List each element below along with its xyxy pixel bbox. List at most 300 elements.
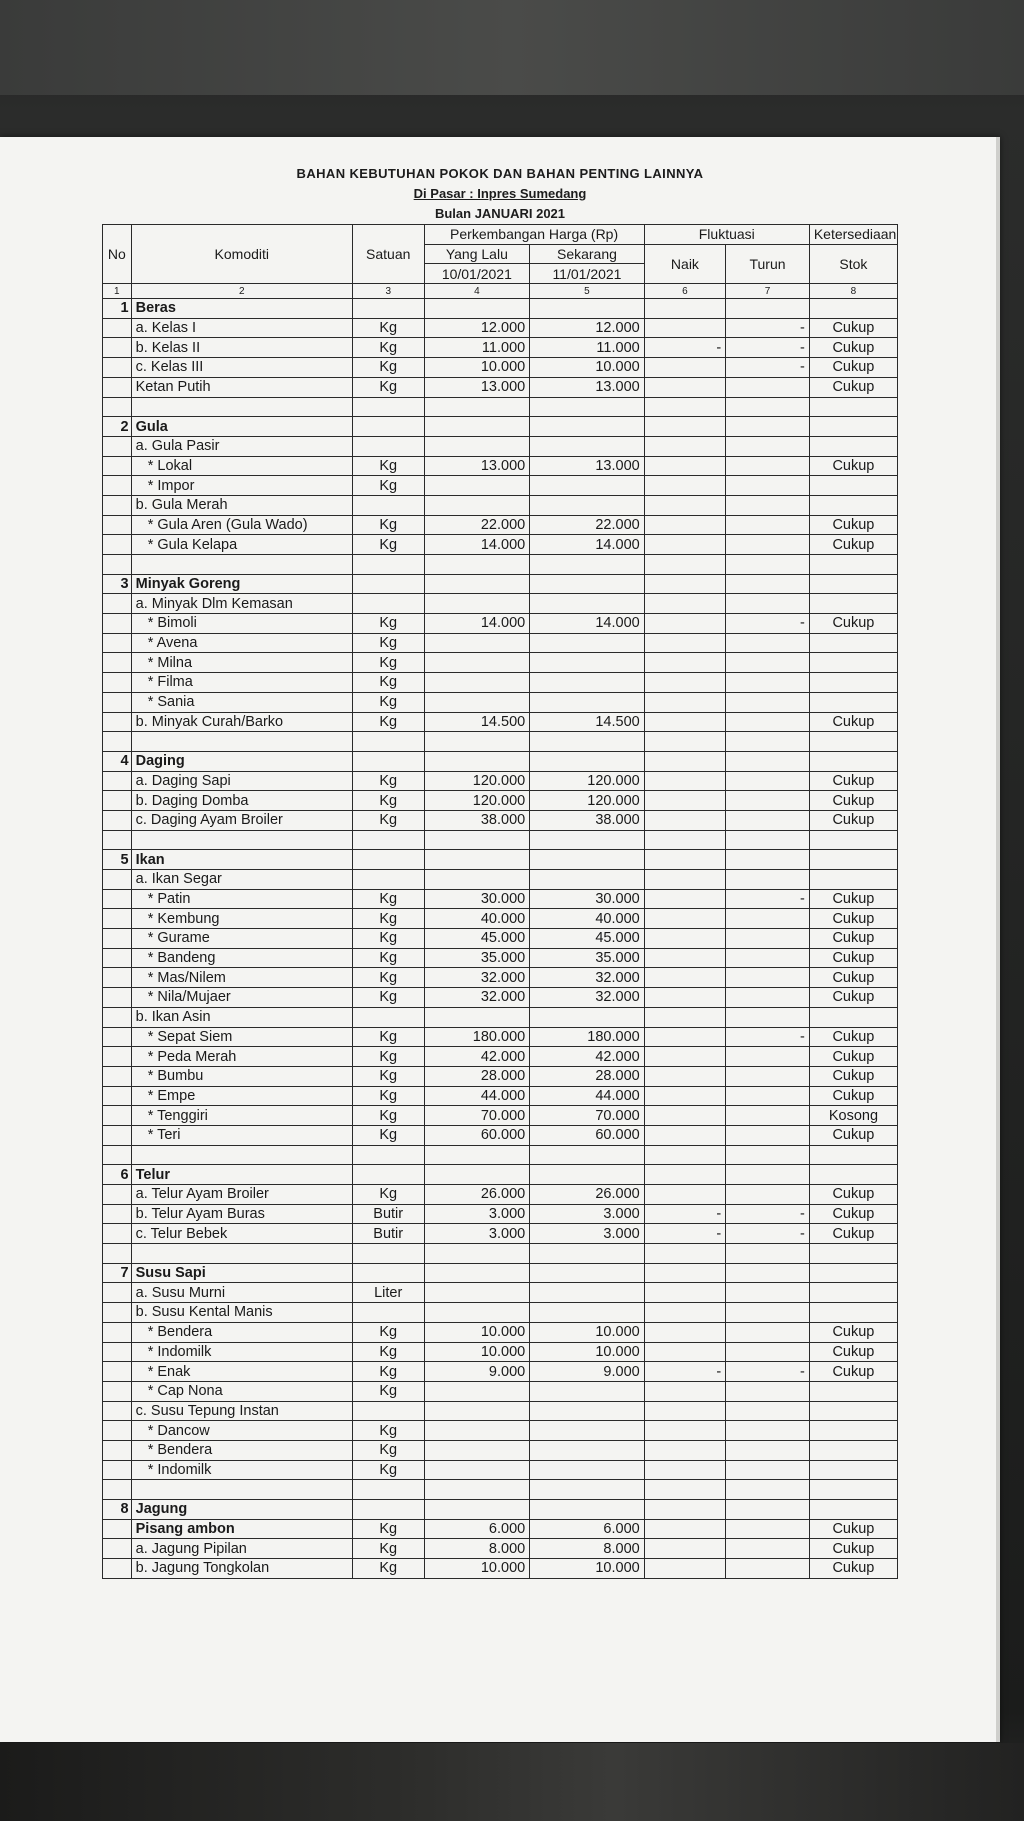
table-row xyxy=(103,1066,898,1086)
cell-komoditi: Beras xyxy=(131,299,352,319)
table-row xyxy=(103,909,898,929)
cell-s xyxy=(352,1244,424,1264)
cell-st xyxy=(809,1007,897,1027)
cell-s: Kg xyxy=(352,377,424,397)
cell-t xyxy=(726,1244,810,1264)
cell-st: Cukup xyxy=(809,948,897,968)
cell-l xyxy=(424,397,530,417)
cell-t xyxy=(726,377,810,397)
cell-t: - xyxy=(726,1224,810,1244)
cell-l: 120.000 xyxy=(424,771,530,791)
cell-c xyxy=(530,397,645,417)
cell-n xyxy=(644,1500,725,1520)
cell-l: 3.000 xyxy=(424,1204,530,1224)
cell-l: 13.000 xyxy=(424,456,530,476)
cell-st xyxy=(809,574,897,594)
cell-komoditi xyxy=(131,1244,352,1264)
cell-l: 120.000 xyxy=(424,791,530,811)
cell-s: Kg xyxy=(352,909,424,929)
cell-komoditi: * Sania xyxy=(131,692,352,712)
cell-l: 10.000 xyxy=(424,358,530,378)
cell-s: Kg xyxy=(352,338,424,358)
cell-c xyxy=(530,692,645,712)
cell-st: Kosong xyxy=(809,1106,897,1126)
cell-l: 28.000 xyxy=(424,1066,530,1086)
cell-s xyxy=(352,870,424,890)
table-body xyxy=(103,225,898,1579)
column-number-row xyxy=(103,284,898,299)
cell-c xyxy=(530,1460,645,1480)
cell-komoditi: c. Susu Tepung Instan xyxy=(131,1401,352,1421)
cell-l xyxy=(424,751,530,771)
cell-no xyxy=(103,673,132,693)
cell-n xyxy=(644,909,725,929)
table-row xyxy=(103,1204,898,1224)
cell-n xyxy=(644,574,725,594)
table-row xyxy=(103,1224,898,1244)
cell-s: Kg xyxy=(352,1066,424,1086)
cell-n xyxy=(644,1047,725,1067)
table-row xyxy=(103,1401,898,1421)
table-row xyxy=(103,1145,898,1165)
paper-edge xyxy=(996,137,1000,1742)
cell-l: 10.000 xyxy=(424,1559,530,1579)
table-row xyxy=(103,1283,898,1303)
cell-no xyxy=(103,1047,132,1067)
cell-l: 40.000 xyxy=(424,909,530,929)
cell-komoditi: * Lokal xyxy=(131,456,352,476)
cell-s: Kg xyxy=(352,1106,424,1126)
cell-st: Cukup xyxy=(809,889,897,909)
cell-c: 10.000 xyxy=(530,1322,645,1342)
cell-c xyxy=(530,574,645,594)
cell-st xyxy=(809,1244,897,1264)
cell-s: Kg xyxy=(352,1539,424,1559)
cell-no xyxy=(103,397,132,417)
cell-no xyxy=(103,653,132,673)
cell-komoditi: b. Kelas II xyxy=(131,338,352,358)
cell-l xyxy=(424,1303,530,1323)
cell-st xyxy=(809,1263,897,1283)
cell-t xyxy=(726,535,810,555)
cell-c xyxy=(530,495,645,515)
cell-no: 5 xyxy=(103,850,132,870)
table-row xyxy=(103,633,898,653)
cell-c xyxy=(530,1401,645,1421)
cell-l xyxy=(424,850,530,870)
cell-no xyxy=(103,1539,132,1559)
cell-n xyxy=(644,870,725,890)
background-bottom xyxy=(0,1743,1024,1821)
cell-st: Cukup xyxy=(809,1539,897,1559)
cell-c xyxy=(530,1421,645,1441)
cell-st xyxy=(809,1480,897,1500)
table-row xyxy=(103,1539,898,1559)
cell-st: Cukup xyxy=(809,318,897,338)
cell-s xyxy=(352,850,424,870)
cell-l xyxy=(424,299,530,319)
cell-c: 180.000 xyxy=(530,1027,645,1047)
cell-s xyxy=(352,574,424,594)
table-row xyxy=(103,1440,898,1460)
cell-l xyxy=(424,1421,530,1441)
cell-s xyxy=(352,1263,424,1283)
cell-st: Cukup xyxy=(809,1125,897,1145)
cell-c: 44.000 xyxy=(530,1086,645,1106)
cell-c: 45.000 xyxy=(530,929,645,949)
cell-s xyxy=(352,1007,424,1027)
cell-s: Kg xyxy=(352,1519,424,1539)
cell-no xyxy=(103,1224,132,1244)
table-row xyxy=(103,732,898,752)
cell-l xyxy=(424,1401,530,1421)
cell-s: Kg xyxy=(352,318,424,338)
cell-s xyxy=(352,1401,424,1421)
cell-s: Kg xyxy=(352,1559,424,1579)
cell-no xyxy=(103,1185,132,1205)
cell-l: 14.000 xyxy=(424,535,530,555)
cell-n xyxy=(644,436,725,456)
cell-st: Cukup xyxy=(809,810,897,830)
cell-st xyxy=(809,1145,897,1165)
cell-no xyxy=(103,633,132,653)
cell-s: Kg xyxy=(352,988,424,1008)
cell-l: 44.000 xyxy=(424,1086,530,1106)
table-row xyxy=(103,870,898,890)
cell-komoditi: c. Telur Bebek xyxy=(131,1224,352,1244)
cell-s xyxy=(352,732,424,752)
cell-st: Cukup xyxy=(809,614,897,634)
cell-t xyxy=(726,1145,810,1165)
cell-st: Cukup xyxy=(809,358,897,378)
document-title: BAHAN KEBUTUHAN POKOK DAN BAHAN PENTING LAINNYA xyxy=(296,166,704,181)
cell-n xyxy=(644,417,725,437)
cell-n xyxy=(644,850,725,870)
cell-komoditi: * Avena xyxy=(131,633,352,653)
cell-s xyxy=(352,1165,424,1185)
table-row xyxy=(103,929,898,949)
cell-c xyxy=(530,1303,645,1323)
cell-no xyxy=(103,1007,132,1027)
cell-t xyxy=(726,1559,810,1579)
table-row xyxy=(103,614,898,634)
cell-c xyxy=(530,417,645,437)
cell-t xyxy=(726,1185,810,1205)
cell-n xyxy=(644,456,725,476)
cell-t xyxy=(726,1460,810,1480)
cell-s: Kg xyxy=(352,1125,424,1145)
cell-c xyxy=(530,1244,645,1264)
cell-st xyxy=(809,1303,897,1323)
cell-t: - xyxy=(726,889,810,909)
header-sekarang: Sekarang xyxy=(530,244,645,264)
cell-c: 13.000 xyxy=(530,377,645,397)
cell-komoditi xyxy=(131,732,352,752)
cell-st: Cukup xyxy=(809,771,897,791)
cell-st xyxy=(809,417,897,437)
cell-komoditi: * Tenggiri xyxy=(131,1106,352,1126)
cell-komoditi: * Gurame xyxy=(131,929,352,949)
cell-no xyxy=(103,1342,132,1362)
cell-l xyxy=(424,1381,530,1401)
table-row xyxy=(103,358,898,378)
cell-c: 28.000 xyxy=(530,1066,645,1086)
cell-komoditi: * Dancow xyxy=(131,1421,352,1441)
cell-no xyxy=(103,889,132,909)
cell-no xyxy=(103,1244,132,1264)
cell-l xyxy=(424,555,530,575)
cell-no: 7 xyxy=(103,1263,132,1283)
cell-t: - xyxy=(726,614,810,634)
cell-n xyxy=(644,1421,725,1441)
cell-l: 26.000 xyxy=(424,1185,530,1205)
cell-t xyxy=(726,1263,810,1283)
cell-st xyxy=(809,1165,897,1185)
cell-l: 14.500 xyxy=(424,712,530,732)
cell-komoditi: a. Ikan Segar xyxy=(131,870,352,890)
table-row xyxy=(103,299,898,319)
cell-no xyxy=(103,318,132,338)
colnum: 7 xyxy=(726,284,810,299)
cell-c xyxy=(530,870,645,890)
cell-n xyxy=(644,1086,725,1106)
cell-st: Cukup xyxy=(809,909,897,929)
cell-komoditi: b. Telur Ayam Buras xyxy=(131,1204,352,1224)
cell-c: 60.000 xyxy=(530,1125,645,1145)
table-row xyxy=(103,1165,898,1185)
cell-st xyxy=(809,653,897,673)
cell-komoditi: Gula xyxy=(131,417,352,437)
cell-n xyxy=(644,1519,725,1539)
cell-n xyxy=(644,594,725,614)
cell-st xyxy=(809,495,897,515)
cell-n xyxy=(644,1263,725,1283)
cell-l xyxy=(424,653,530,673)
cell-l: 14.000 xyxy=(424,614,530,634)
cell-c: 120.000 xyxy=(530,791,645,811)
cell-t xyxy=(726,397,810,417)
cell-t xyxy=(726,495,810,515)
table-row xyxy=(103,1460,898,1480)
cell-st xyxy=(809,436,897,456)
cell-t xyxy=(726,732,810,752)
cell-komoditi: * Cap Nona xyxy=(131,1381,352,1401)
cell-s: Kg xyxy=(352,1047,424,1067)
table-row xyxy=(103,653,898,673)
cell-n xyxy=(644,791,725,811)
cell-t xyxy=(726,574,810,594)
table-row xyxy=(103,1007,898,1027)
cell-t xyxy=(726,1440,810,1460)
header-satuan: Satuan xyxy=(352,225,424,284)
cell-st xyxy=(809,692,897,712)
table-row xyxy=(103,1125,898,1145)
cell-st: Cukup xyxy=(809,1559,897,1579)
cell-l: 22.000 xyxy=(424,515,530,535)
cell-l xyxy=(424,673,530,693)
cell-st: Cukup xyxy=(809,712,897,732)
cell-c: 6.000 xyxy=(530,1519,645,1539)
cell-komoditi: a. Susu Murni xyxy=(131,1283,352,1303)
cell-komoditi: Pisang ambon xyxy=(131,1519,352,1539)
cell-s: Kg xyxy=(352,1460,424,1480)
cell-l xyxy=(424,1440,530,1460)
cell-komoditi: Ikan xyxy=(131,850,352,870)
cell-n xyxy=(644,299,725,319)
cell-komoditi: * Patin xyxy=(131,889,352,909)
cell-st: Cukup xyxy=(809,535,897,555)
cell-l: 3.000 xyxy=(424,1224,530,1244)
cell-no xyxy=(103,436,132,456)
cell-st xyxy=(809,870,897,890)
cell-l: 6.000 xyxy=(424,1519,530,1539)
table-row xyxy=(103,791,898,811)
header-date-sekarang: 11/01/2021 xyxy=(530,264,645,284)
cell-komoditi: b. Minyak Curah/Barko xyxy=(131,712,352,732)
cell-s: Kg xyxy=(352,358,424,378)
cell-st xyxy=(809,633,897,653)
cell-s: Kg xyxy=(352,1421,424,1441)
table-row xyxy=(103,1027,898,1047)
cell-n: - xyxy=(644,1224,725,1244)
cell-komoditi: Susu Sapi xyxy=(131,1263,352,1283)
cell-no xyxy=(103,555,132,575)
cell-l xyxy=(424,1283,530,1303)
cell-n xyxy=(644,751,725,771)
cell-c xyxy=(530,476,645,496)
cell-c xyxy=(530,1440,645,1460)
cell-st xyxy=(809,850,897,870)
cell-no: 1 xyxy=(103,299,132,319)
cell-t xyxy=(726,653,810,673)
cell-st xyxy=(809,732,897,752)
cell-t xyxy=(726,417,810,437)
cell-komoditi: * Kembung xyxy=(131,909,352,929)
cell-l xyxy=(424,1244,530,1264)
table-row xyxy=(103,751,898,771)
cell-c: 9.000 xyxy=(530,1362,645,1382)
background-top xyxy=(0,0,1024,95)
cell-komoditi: Ketan Putih xyxy=(131,377,352,397)
cell-l xyxy=(424,870,530,890)
cell-st: Cukup xyxy=(809,791,897,811)
cell-t xyxy=(726,456,810,476)
cell-t xyxy=(726,929,810,949)
cell-c: 70.000 xyxy=(530,1106,645,1126)
cell-no: 4 xyxy=(103,751,132,771)
cell-n xyxy=(644,1007,725,1027)
cell-s: Kg xyxy=(352,1362,424,1382)
table-row xyxy=(103,712,898,732)
cell-t xyxy=(726,1007,810,1027)
cell-l xyxy=(424,692,530,712)
table-row xyxy=(103,1480,898,1500)
cell-komoditi: a. Kelas I xyxy=(131,318,352,338)
cell-st xyxy=(809,1500,897,1520)
cell-t xyxy=(726,515,810,535)
cell-no xyxy=(103,1086,132,1106)
cell-komoditi: c. Kelas III xyxy=(131,358,352,378)
table-row xyxy=(103,1047,898,1067)
header-ketersediaan: Ketersediaan xyxy=(809,225,897,245)
table-row xyxy=(103,338,898,358)
cell-s: Kg xyxy=(352,889,424,909)
cell-no xyxy=(103,515,132,535)
cell-komoditi xyxy=(131,555,352,575)
cell-komoditi: c. Daging Ayam Broiler xyxy=(131,810,352,830)
cell-komoditi: * Nila/Mujaer xyxy=(131,988,352,1008)
cell-n xyxy=(644,1559,725,1579)
cell-n xyxy=(644,1125,725,1145)
cell-no xyxy=(103,1106,132,1126)
cell-l xyxy=(424,476,530,496)
cell-komoditi: * Gula Aren (Gula Wado) xyxy=(131,515,352,535)
cell-c: 32.000 xyxy=(530,988,645,1008)
cell-t xyxy=(726,712,810,732)
cell-n xyxy=(644,1106,725,1126)
cell-komoditi: * Indomilk xyxy=(131,1342,352,1362)
cell-t xyxy=(726,1047,810,1067)
cell-t xyxy=(726,968,810,988)
cell-c: 10.000 xyxy=(530,1342,645,1362)
cell-no xyxy=(103,1303,132,1323)
cell-n xyxy=(644,771,725,791)
cell-n xyxy=(644,948,725,968)
cell-n: - xyxy=(644,1204,725,1224)
table-row xyxy=(103,988,898,1008)
cell-s: Kg xyxy=(352,1086,424,1106)
cell-t xyxy=(726,988,810,1008)
cell-t xyxy=(726,692,810,712)
table-row xyxy=(103,673,898,693)
cell-komoditi: b. Gula Merah xyxy=(131,495,352,515)
cell-c: 13.000 xyxy=(530,456,645,476)
cell-l xyxy=(424,1145,530,1165)
cell-t xyxy=(726,850,810,870)
cell-n xyxy=(644,318,725,338)
cell-n xyxy=(644,515,725,535)
table-row xyxy=(103,692,898,712)
cell-c: 30.000 xyxy=(530,889,645,909)
cell-t xyxy=(726,1125,810,1145)
cell-st: Cukup xyxy=(809,1086,897,1106)
cell-t xyxy=(726,299,810,319)
colnum: 4 xyxy=(424,284,530,299)
cell-s xyxy=(352,594,424,614)
cell-st: Cukup xyxy=(809,515,897,535)
cell-c: 10.000 xyxy=(530,358,645,378)
header-perkembangan: Perkembangan Harga (Rp) xyxy=(424,225,644,245)
cell-no xyxy=(103,1381,132,1401)
header-yang-lalu: Yang Lalu xyxy=(424,244,530,264)
cell-komoditi: a. Telur Ayam Broiler xyxy=(131,1185,352,1205)
cell-s: Kg xyxy=(352,771,424,791)
cell-komoditi: * Indomilk xyxy=(131,1460,352,1480)
cell-c: 26.000 xyxy=(530,1185,645,1205)
cell-t: - xyxy=(726,338,810,358)
cell-t: - xyxy=(726,1362,810,1382)
cell-s: Kg xyxy=(352,968,424,988)
cell-st: Cukup xyxy=(809,988,897,1008)
cell-komoditi: * Bendera xyxy=(131,1440,352,1460)
cell-st: Cukup xyxy=(809,1066,897,1086)
cell-t xyxy=(726,1500,810,1520)
header-naik: Naik xyxy=(644,244,725,283)
cell-n xyxy=(644,1244,725,1264)
cell-l xyxy=(424,1263,530,1283)
cell-s: Kg xyxy=(352,1322,424,1342)
table-row xyxy=(103,476,898,496)
